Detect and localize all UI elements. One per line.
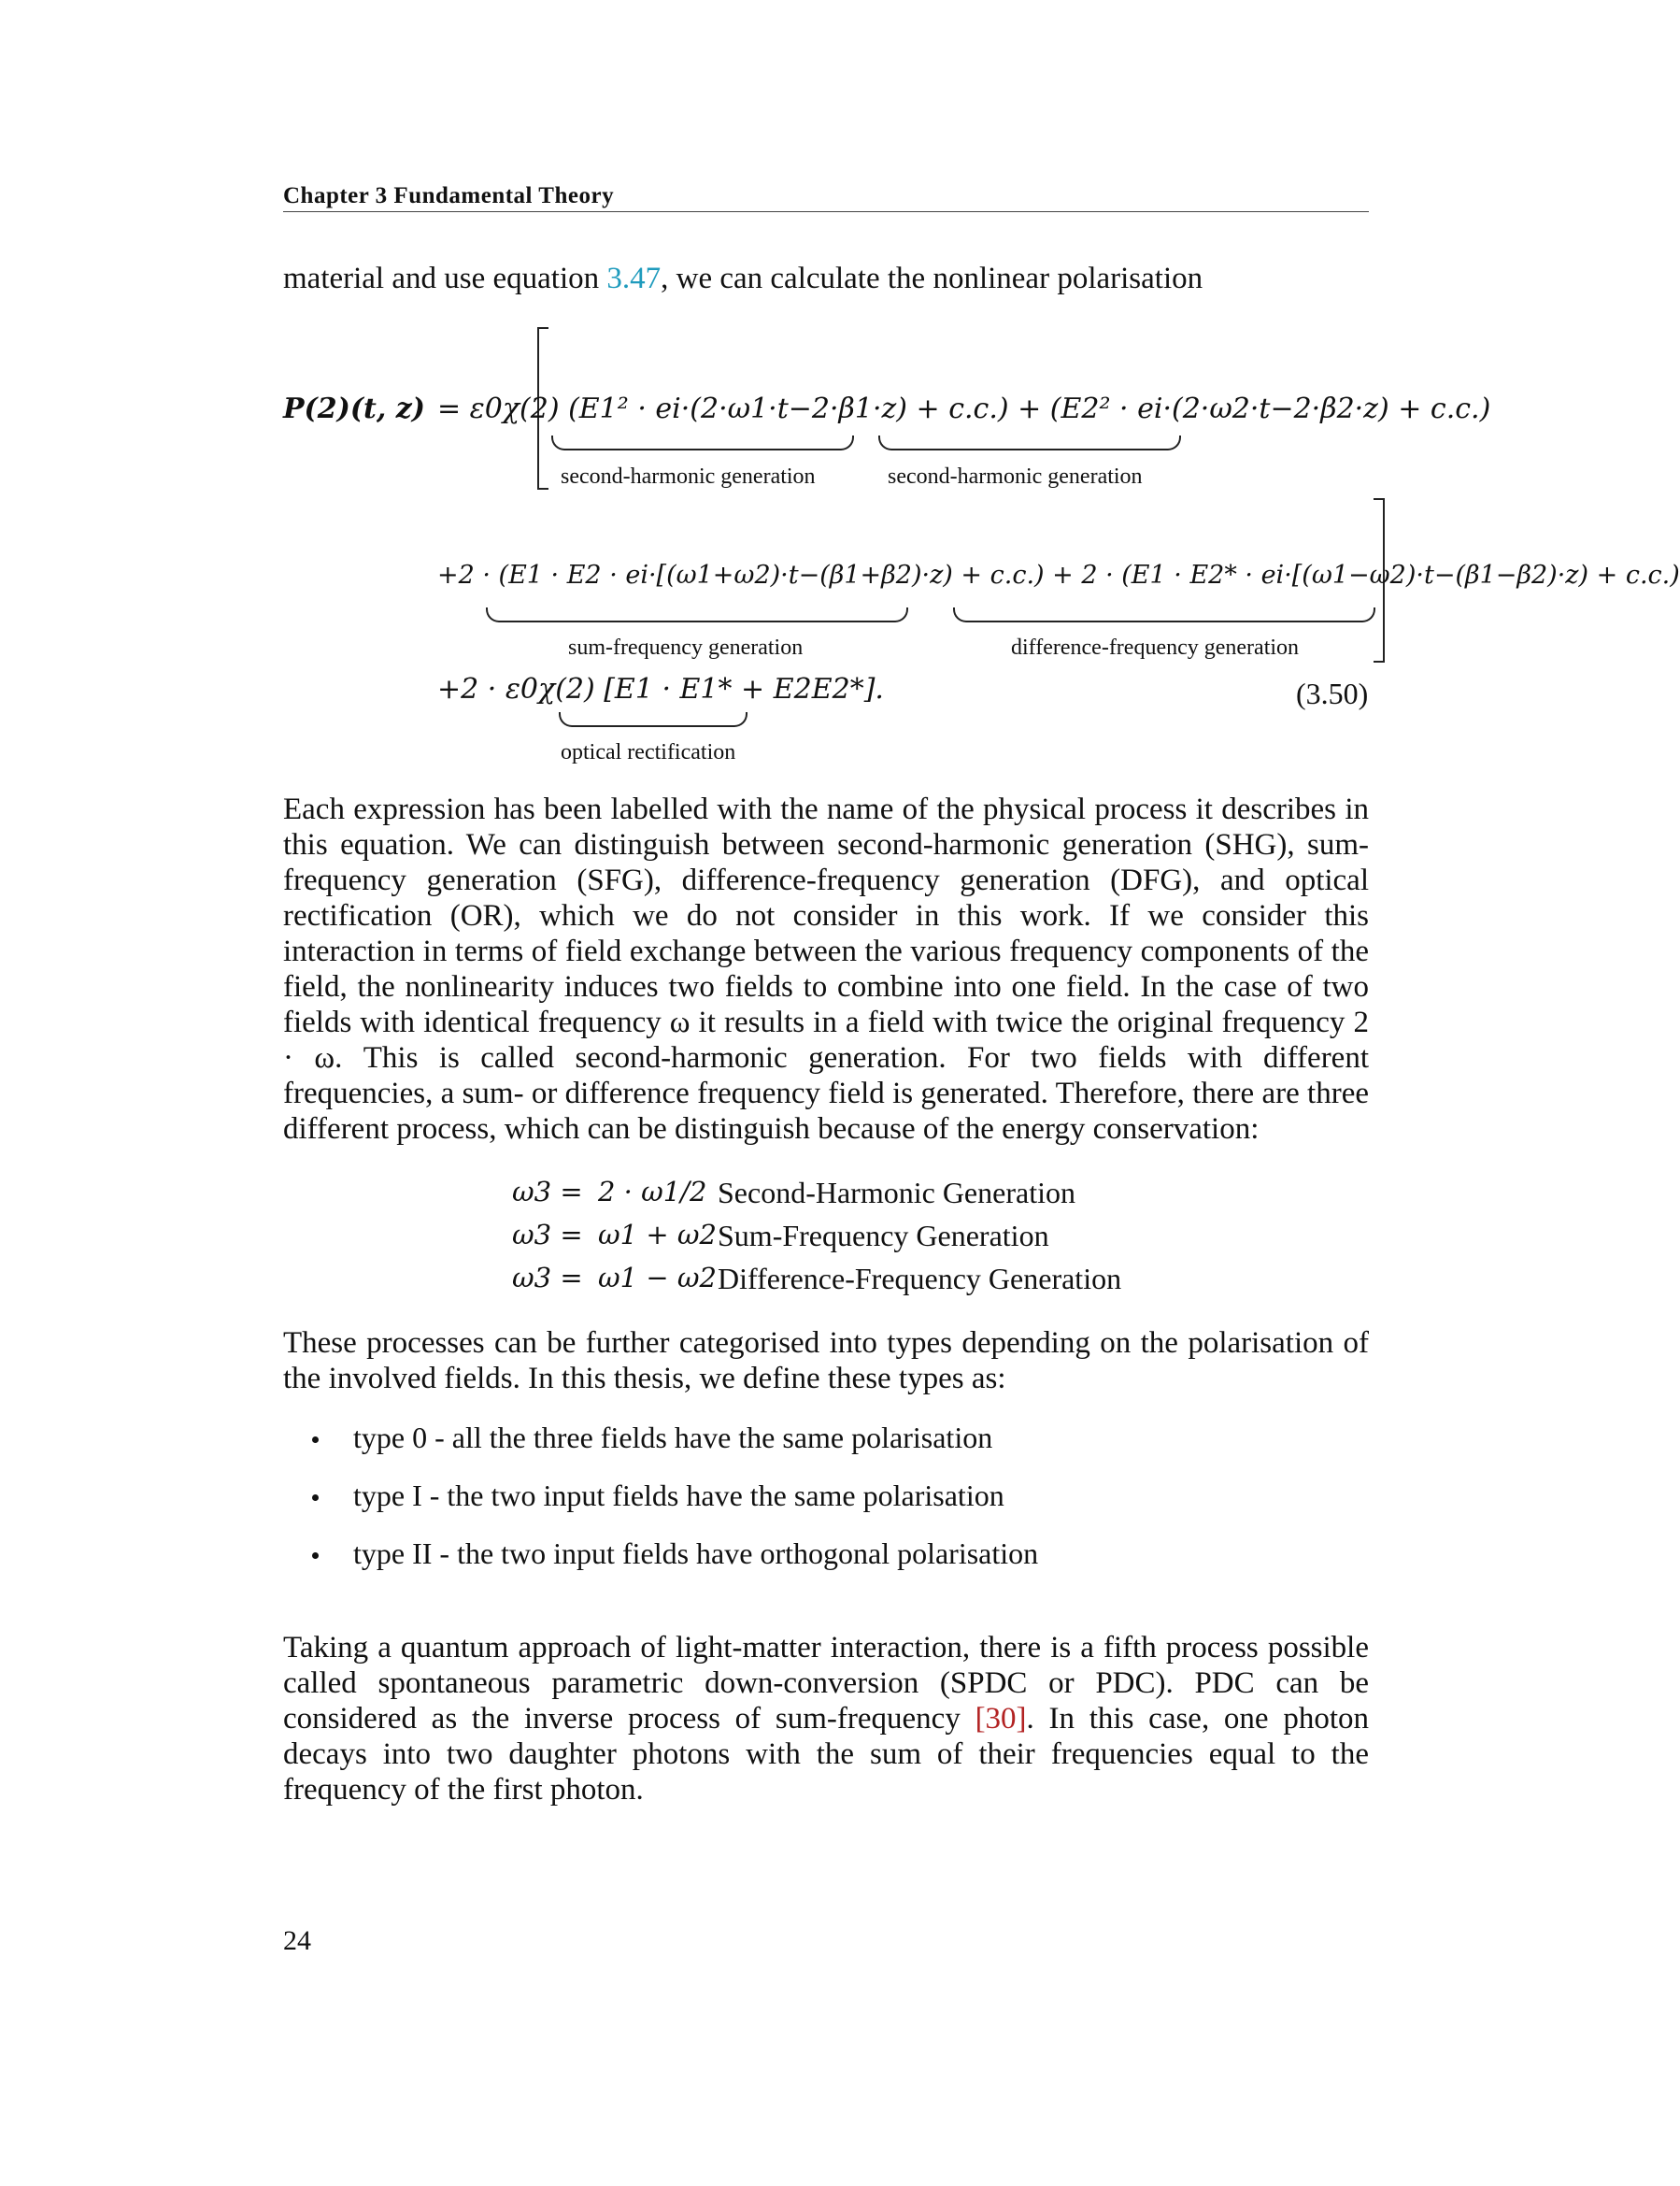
brace-dfg (953, 607, 1375, 622)
list-item-type-0 (323, 1421, 992, 1455)
running-head: Chapter 3 Fundamental Theory (283, 183, 615, 208)
list-item-type-1 (323, 1479, 1004, 1513)
label-shg-2: second-harmonic generation (888, 464, 1143, 489)
paragraph-pdc (283, 1630, 1369, 1807)
process-lhs: ω3 = (512, 1176, 583, 1207)
bullet-icon (312, 1552, 319, 1559)
brace-sfg (486, 607, 908, 622)
intro-text-before: material and use equation (283, 262, 607, 295)
process-name: Second-Harmonic Generation (718, 1176, 1075, 1209)
equation-line-3: +2 · ε0χ(2) [E1 · E1* + E2E2*]. (437, 673, 884, 706)
brace-shg-2 (878, 436, 1181, 450)
bullet-icon (312, 1436, 319, 1443)
equation-number: (3.50) (1296, 677, 1369, 710)
process-row (0, 1219, 1545, 1256)
list-item-type-2 (323, 1536, 1038, 1571)
label-sfg: sum-frequency generation (568, 636, 804, 660)
list-item-text: type 0 - all the three fields have the same polarisation (353, 1421, 993, 1454)
brace-shg-1 (551, 436, 854, 450)
header-rule (283, 211, 1369, 212)
paragraph-processes: Each expression has been labelled with the name of the physical process it describes in this equation. We can distinguish between second-harmonic generation (SHG), sum-frequency generation (SFG), difference-frequency generation (DFG), and optical rectification (OR), which we do not consider in this work. If we consider this interaction in terms of field exchange between the various frequency components of the field, the nonlinearity induces two fields to combine into one field. In the case of two fields with identical frequency ω it results in a field with twice the original frequency 2 · ω. This is called second-harmonic generation. For two fields with different frequencies, a sum- or difference frequency field is generated. Therefore, there are three different process, which can be distinguish because of the energy conservation: (283, 793, 1369, 1146)
list-item-text: type II - the two input fields have orthogonal polarisation (353, 1536, 1039, 1570)
process-row (0, 1176, 1545, 1213)
process-name: Sum-Frequency Generation (718, 1219, 1049, 1252)
paragraph-types-intro: These processes can be further categorised into types depending on the polarisation of the involved fields. In this thesis, we define these types as: (283, 1326, 1369, 1395)
citation-link[interactable]: [30] (975, 1702, 1027, 1736)
process-lhs: ω3 = (512, 1262, 583, 1293)
equation-reference-link[interactable]: 3.47 (606, 262, 662, 295)
label-shg-1: second-harmonic generation (561, 464, 816, 489)
equation-line-2: +2 · (E1 · E2 · ei·[(ω1+ω2)·t−(β1+β2)·z) + c.c.) + 2 · (E1 · E2* · ei·[(ω1−ω2)·t−(β1−β2)·z) + c.c.) (437, 561, 1680, 590)
process-rhs: 2 · ω1/2 (598, 1176, 707, 1207)
equation-lhs: P(2)(t, z) (283, 393, 425, 425)
paragraph-pdc-after: . In this case, one photon decays into two daughter photons with the sum of their frequencies equal to the frequency of the first photon. (283, 1702, 1369, 1807)
process-lhs: ω3 = (512, 1219, 583, 1250)
label-or: optical rectification (561, 740, 736, 764)
label-dfg: difference-frequency generation (1011, 636, 1300, 660)
process-row (0, 1262, 1545, 1299)
bullet-icon (312, 1494, 319, 1501)
process-rhs: ω1 − ω2 (598, 1262, 717, 1293)
process-name: Difference-Frequency Generation (718, 1262, 1122, 1295)
intro-line (283, 262, 1203, 296)
process-rhs: ω1 + ω2 (598, 1219, 717, 1250)
page-number: 24 (283, 1925, 311, 1956)
brace-or (559, 712, 747, 727)
equation-line-1: = ε0χ(2) (E1² · ei·(2·ω1·t−2·β1·z) + c.c.) + (E2² · ei·(2·ω2·t−2·β2·z) + c.c.) (437, 393, 1491, 425)
paragraph-pdc-before: Taking a quantum approach of light-matter interaction, there is a fifth process possible called spontaneous parametric down-conversion (SPDC or PDC). PDC can be considered as the inverse process of sum-frequency (283, 1631, 1369, 1736)
list-item-text: type I - the two input fields have the same polarisation (353, 1479, 1004, 1512)
intro-text-after: , we can calculate the nonlinear polarisation (661, 262, 1203, 295)
